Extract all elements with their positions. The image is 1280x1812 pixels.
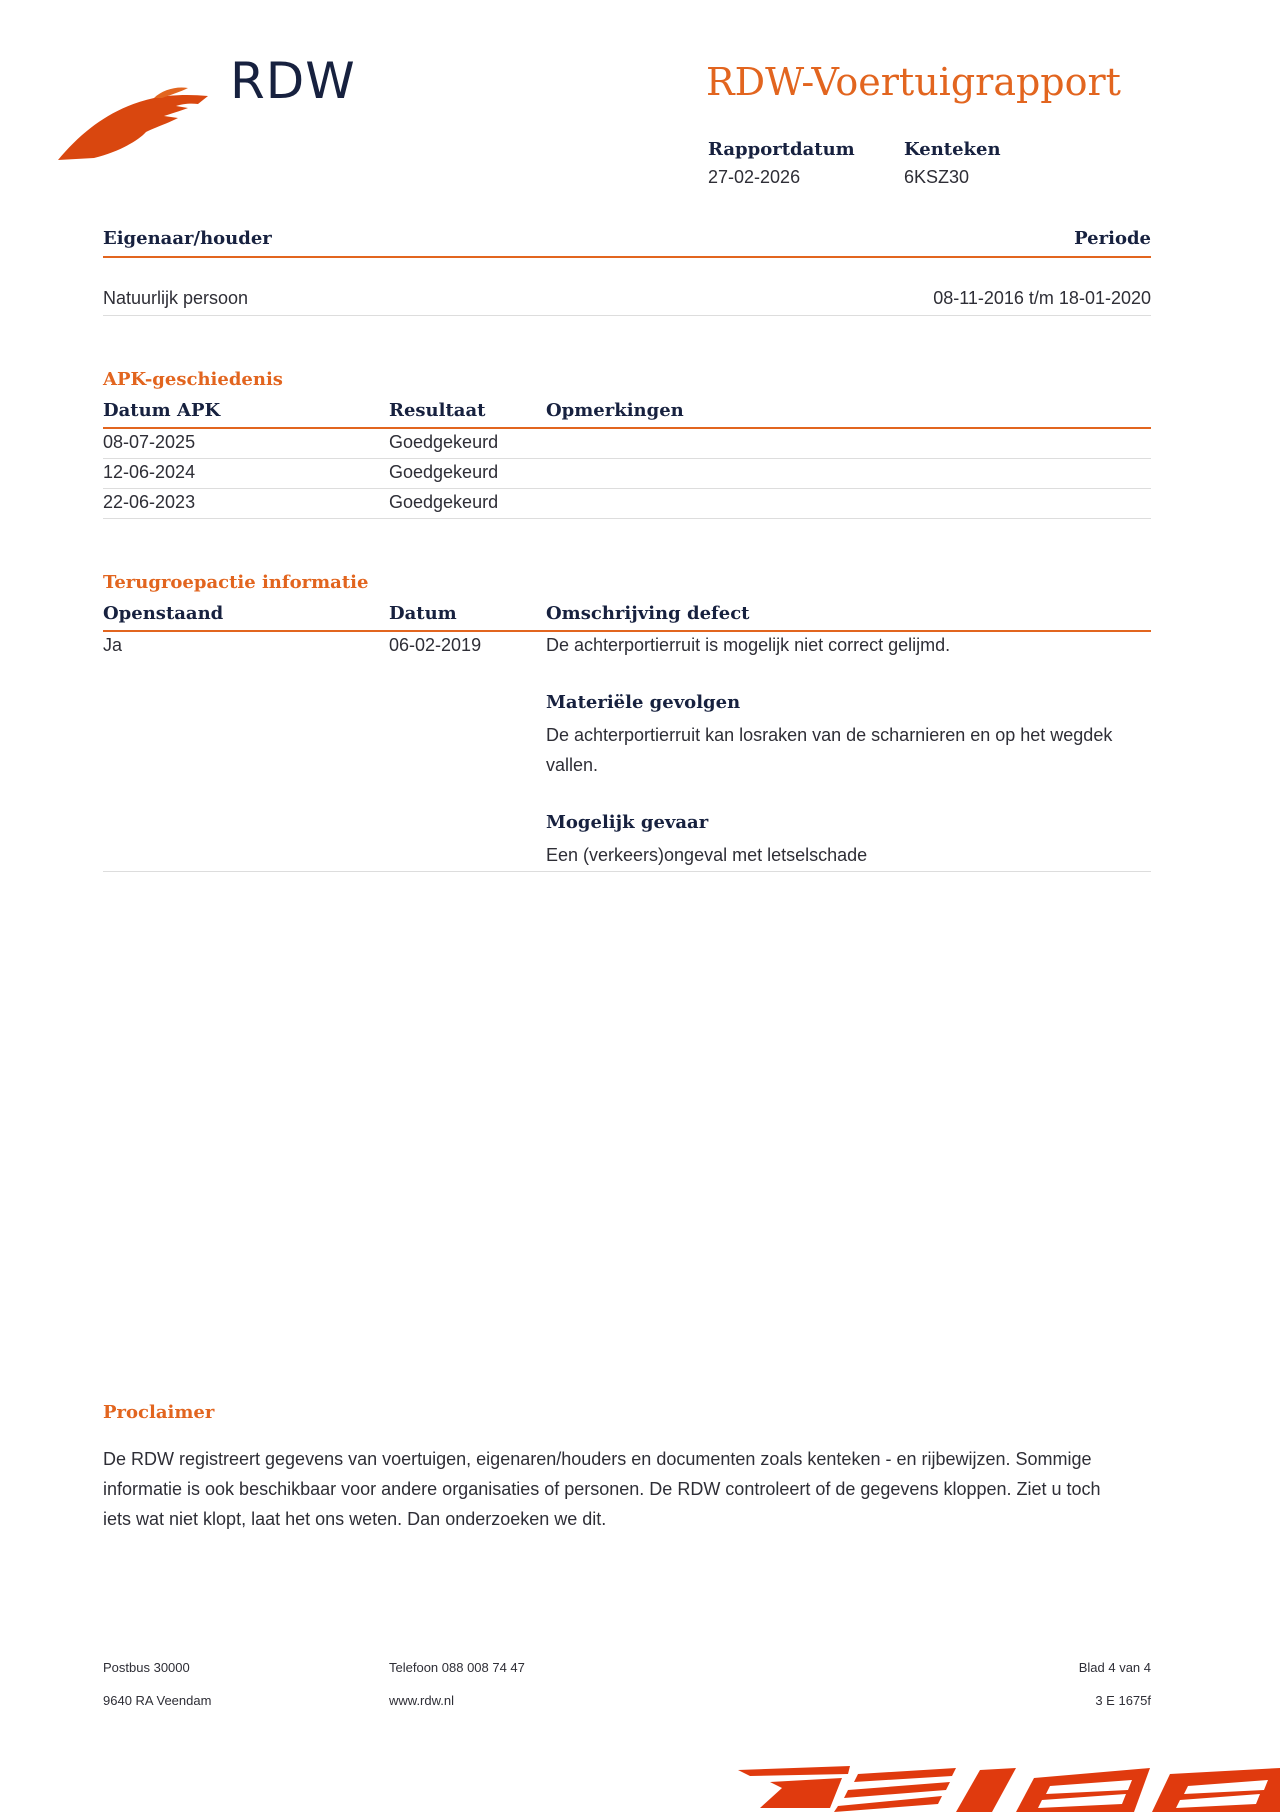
recall-col-defect: Omschrijving defect bbox=[546, 603, 750, 624]
recall-header-row bbox=[103, 601, 1151, 632]
owner-type: Natuurlijk persoon bbox=[103, 288, 249, 308]
owner-period: 08-11-2016 t/m 18-01-2020 bbox=[933, 288, 1151, 308]
footer-website[interactable]: www.rdw.nl bbox=[389, 1693, 455, 1708]
table-row bbox=[103, 489, 1151, 519]
recall-section-title: Terugroepactie informatie bbox=[103, 572, 369, 593]
decorative-stripes-icon bbox=[730, 1760, 1280, 1812]
plate-label: Kenteken bbox=[904, 139, 1001, 160]
period-label: Periode bbox=[1074, 228, 1151, 249]
report-date-value: 27-02-2026 bbox=[708, 167, 801, 187]
apk-table bbox=[103, 398, 1151, 519]
recall-row bbox=[103, 632, 1151, 872]
apk-date: 22-06-2023 bbox=[103, 492, 196, 512]
apk-date: 08-07-2025 bbox=[103, 432, 196, 452]
footer-phone: Telefoon 088 008 74 47 bbox=[389, 1660, 525, 1675]
apk-section-title: APK-geschiedenis bbox=[103, 369, 283, 390]
consequences-text: De achterportierruit kan losraken van de scharnieren en op het wegdek vallen. bbox=[546, 725, 1113, 775]
recall-col-open: Openstaand bbox=[103, 603, 224, 624]
owner-label: Eigenaar/houder bbox=[103, 228, 272, 249]
recall-col-date: Datum bbox=[389, 603, 457, 624]
proclaimer-text: De RDW registreert gegevens van voertuigen, eigenaren/houders en documenten zoals kenteken - en rijbewijzen. Sommige informatie is ook beschikbaar voor andere organisaties of personen. De RDW controleert of de gegevens kloppen. Ziet u toch iets wat niet klopt, laat het ons weten. Dan onderzoeken we dit. bbox=[103, 1449, 1101, 1529]
footer-code: 3 E 1675f bbox=[1095, 1693, 1151, 1708]
owner-header-row bbox=[103, 226, 1151, 258]
rdw-logo-emblem bbox=[58, 86, 210, 160]
recall-date: 06-02-2019 bbox=[389, 635, 482, 655]
plate-value: 6KSZ30 bbox=[904, 167, 970, 187]
recall-open: Ja bbox=[103, 635, 123, 655]
footer-page-number: Blad 4 van 4 bbox=[1078, 1660, 1151, 1675]
apk-header-row bbox=[103, 398, 1151, 429]
report-date-label: Rapportdatum bbox=[708, 139, 855, 160]
apk-col-date: Datum APK bbox=[103, 400, 221, 421]
footer-postbus: Postbus 30000 bbox=[103, 1660, 190, 1675]
table-row bbox=[103, 429, 1151, 459]
danger-text: Een (verkeers)ongeval met letselschade bbox=[546, 845, 868, 865]
apk-result: Goedgekeurd bbox=[389, 462, 499, 482]
apk-result: Goedgekeurd bbox=[389, 492, 499, 512]
owner-section bbox=[103, 226, 1151, 316]
owner-value-row bbox=[103, 258, 1151, 316]
apk-col-result: Resultaat bbox=[389, 400, 486, 421]
table-row bbox=[103, 459, 1151, 489]
footer-city: 9640 RA Veendam bbox=[103, 1693, 212, 1708]
apk-date: 12-06-2024 bbox=[103, 462, 196, 482]
recall-defect: De achterportierruit is mogelijk niet correct gelijmd. bbox=[546, 635, 951, 655]
apk-col-remarks: Opmerkingen bbox=[546, 400, 684, 421]
consequences-label: Materiële gevolgen bbox=[546, 692, 741, 713]
danger-block bbox=[546, 810, 1146, 870]
report-title: RDW-Voertuigrapport bbox=[706, 60, 1121, 104]
plate-block bbox=[904, 138, 1001, 190]
apk-result: Goedgekeurd bbox=[389, 432, 499, 452]
proclaimer-title: Proclaimer bbox=[103, 1402, 215, 1423]
consequences-block bbox=[546, 690, 1146, 780]
recall-table bbox=[103, 601, 1151, 872]
danger-label: Mogelijk gevaar bbox=[546, 812, 709, 833]
rdw-logo-text: RDW bbox=[230, 52, 356, 110]
report-date-block bbox=[708, 138, 855, 190]
